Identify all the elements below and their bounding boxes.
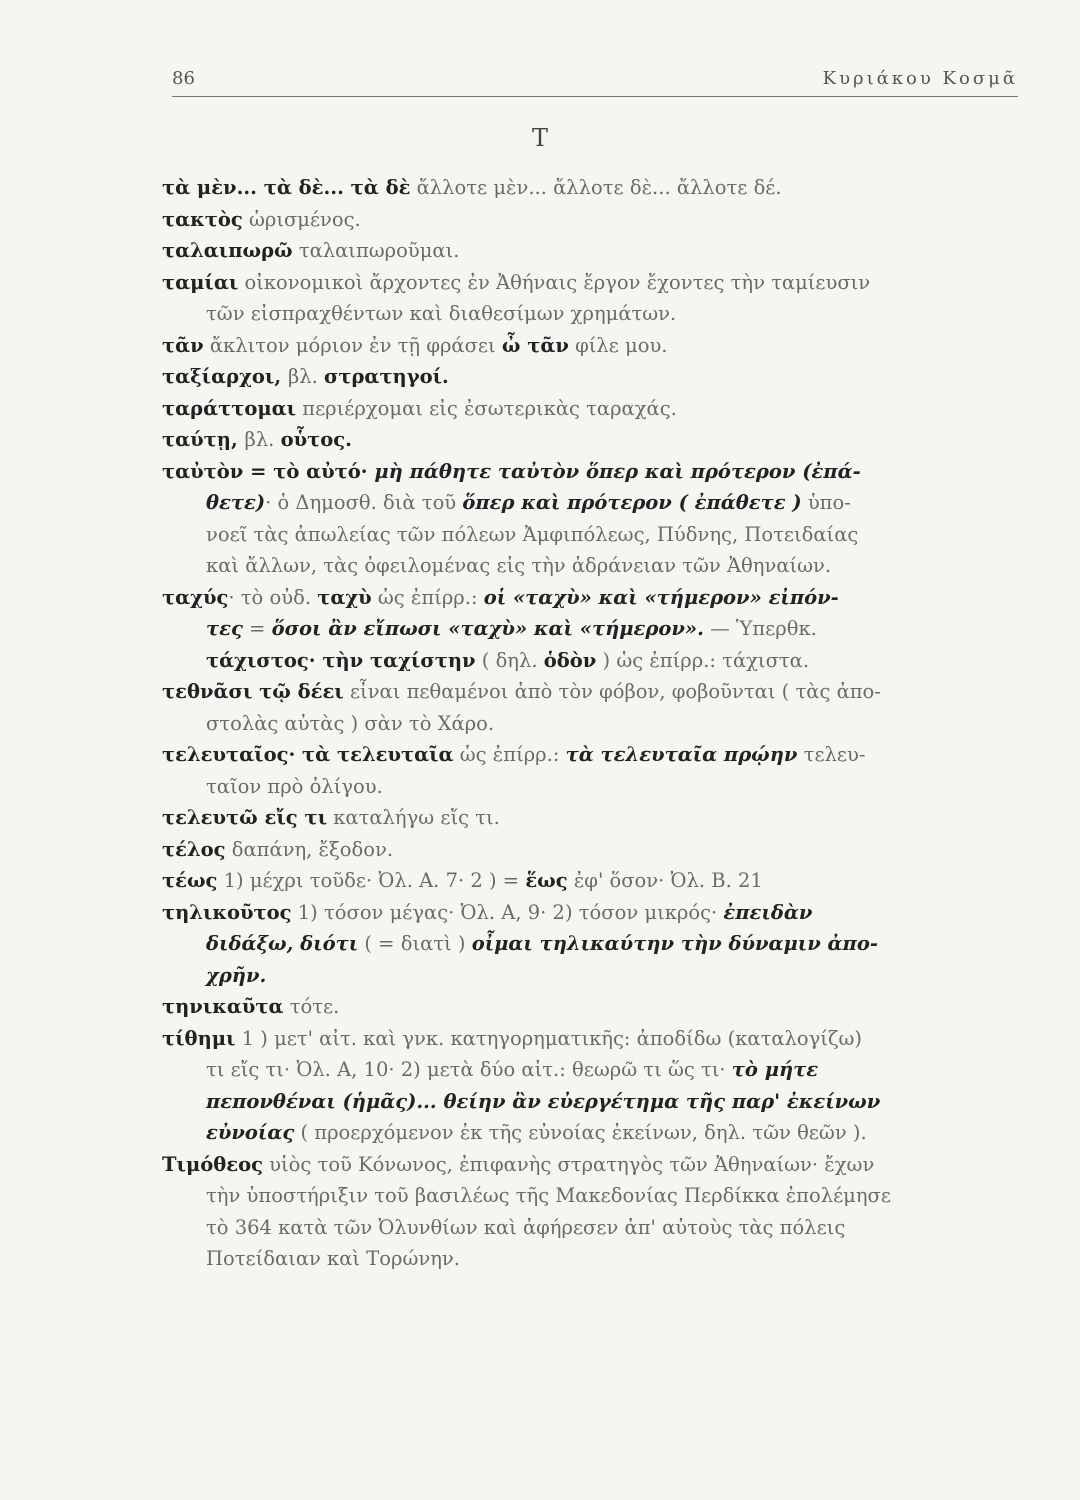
headword-text: οὗτος.	[280, 428, 352, 451]
glossary-entry	[162, 676, 1022, 739]
headword-text: τέως	[162, 869, 218, 892]
entry-line	[162, 1054, 1022, 1086]
entry-line	[162, 393, 1022, 425]
definition-text: ὑπο-	[801, 491, 851, 514]
headword-text: ἐπειδὰν	[723, 900, 813, 924]
definition-text: 1) τόσον μέγας· Ὀλ. Α, 9· 2) τόσον μικρός·	[291, 900, 724, 924]
headword-text: τηλικοῦτος	[162, 900, 292, 924]
glossary-entry	[162, 645, 1022, 677]
headword-text: τὸ μήτε	[731, 1058, 819, 1081]
definition-text: ὡς ἐπίρρ.:	[453, 743, 566, 766]
glossary-entry	[162, 424, 1022, 456]
entry-line	[162, 928, 1022, 960]
header-rule	[172, 96, 1018, 97]
headword-text: ὅσοι ἂν εἴπωσι «ταχὺ» καὶ «τήμερον».	[271, 617, 704, 640]
definition-text: 1) μέχρι τοῦδε· Ὀλ. Α. 7· 2 ) =	[217, 869, 526, 892]
entry-line	[206, 645, 1022, 677]
glossary-entry	[162, 897, 1022, 992]
section-letter: Τ	[531, 124, 548, 152]
entry-line	[162, 1023, 1022, 1055]
entry-line	[162, 298, 1022, 330]
headword-text: τηνικαῦτα	[162, 995, 284, 1018]
entry-line	[162, 519, 1022, 551]
definition-text: καὶ ἄλλων, τὰς ὀφειλομένας εἰς τὴν ἀδράνειαν τῶν Ἀθηναίων.	[206, 554, 832, 577]
glossary-entry	[162, 361, 1022, 393]
glossary-entry	[162, 834, 1022, 866]
definition-text: =	[242, 617, 272, 640]
headword-text: στρατηγοί.	[323, 365, 449, 388]
definition-text: ἄλλοτε μὲν... ἄλλοτε δὲ... ἄλλοτε δέ.	[410, 176, 782, 199]
headword-text: ὅπερ καὶ πρότερον ( ἐπάθετε )	[462, 491, 802, 514]
definition-text: · τὸ οὐδ.	[228, 585, 318, 609]
definition-text: ( = διατὶ )	[358, 932, 472, 955]
definition-text: τι εἴς τι· Ὀλ. Α, 10· 2) μετὰ δύο αἰτ.: θεωρῶ τι ὥς τι·	[206, 1058, 732, 1081]
entry-line	[162, 361, 1022, 393]
headword-text: οἱ «ταχὺ» καὶ «τήμερον» εἰπόν-	[483, 585, 839, 609]
glossary-entry	[162, 991, 1022, 1023]
definition-text: ( προερχόμενον ἐκ τῆς εὐνοίας ἐκείνων, δηλ. τῶν θεῶν ).	[294, 1121, 867, 1144]
headword-text: χρῆν.	[206, 963, 267, 987]
definition-text: 1 ) μετ' αἰτ. καὶ γνκ. κατηγορηματικῆς: ἀποδίδω (καταλογίζω)	[235, 1026, 863, 1050]
definition-text: — Ὑπερθκ.	[703, 617, 817, 640]
headword-text: ταχὺ	[317, 585, 372, 609]
headword-text: εὐνοίας	[206, 1121, 295, 1144]
glossary-entry	[162, 330, 1022, 362]
definition-text: · ὁ Δημοσθ. διὰ τοῦ	[265, 491, 463, 514]
entry-line	[162, 235, 1022, 267]
headword-text: ταὐτὸν = τὸ αὐτό·	[162, 459, 375, 483]
definition-text: βλ.	[244, 428, 281, 451]
glossary-entry	[162, 267, 1022, 330]
glossary-entry	[162, 802, 1022, 834]
definition-text: ὡρισμένος.	[242, 207, 361, 231]
page-number: 86	[172, 68, 195, 89]
entry-line	[162, 487, 1022, 519]
definition-text: ταλαιπωροῦμαι.	[292, 239, 460, 262]
definition-text: ἐφ' ὅσον· Ὀλ. Β. 21	[567, 869, 763, 892]
glossary-entry	[162, 1023, 1022, 1149]
entry-line	[162, 771, 1022, 803]
glossary-entry	[162, 456, 1022, 582]
running-title: Κυριάκου Κοσμᾶ	[822, 68, 1018, 89]
entry-line	[162, 676, 1022, 708]
entry-line	[162, 1086, 1022, 1118]
entry-line	[162, 330, 1022, 362]
definition-text: υἱὸς τοῦ Κόνωνος, ἐπιφανὴς στρατηγὸς τῶν Ἀθηναίων· ἔχων	[262, 1152, 875, 1176]
headword-text: ταχύς	[162, 585, 229, 609]
headword-text: ταύτῃ,	[162, 428, 245, 451]
glossary-entry	[162, 1149, 1022, 1275]
definition-text: δαπάνη, ἔξοδον.	[225, 837, 394, 861]
entry-line	[162, 739, 1022, 771]
glossary-entry	[162, 739, 1022, 802]
glossary-entry	[162, 235, 1022, 267]
entry-line	[162, 550, 1022, 582]
glossary-entry	[162, 865, 1022, 897]
entry-line	[162, 613, 1022, 645]
headword-text: μὴ πάθητε ταὐτὸν ὅπερ καὶ πρότερον (ἐπά-	[374, 459, 861, 483]
definition-text: τὸ 364 κατὰ τῶν Ὀλυνθίων καὶ ἀφήρεσεν ἀπ' αὐτοὺς τὰς πόλεις	[206, 1215, 846, 1239]
glossary-entry	[162, 393, 1022, 425]
definition-text: νοεῖ τὰς ἀπωλείας τῶν πόλεων Ἀμφιπόλεως, Πύδνης, Ποτειδαίας	[206, 522, 859, 546]
entry-line	[162, 456, 1022, 488]
glossary-entry	[162, 582, 1022, 645]
entry-line	[162, 424, 1022, 456]
definition-text: τότε.	[283, 995, 340, 1018]
entry-line	[162, 1180, 1022, 1212]
definition-text: φίλε μου.	[568, 333, 668, 357]
definition-text: τῶν εἰσπραχθέντων καὶ διαθεσίμων χρημάτων.	[206, 302, 677, 325]
entry-line	[162, 960, 1022, 992]
headword-text: τάχιστος· τὴν ταχίστην	[206, 648, 476, 672]
page-header	[172, 68, 1018, 89]
headword-text: Τιμόθεος	[162, 1152, 263, 1176]
headword-text: ὦ τᾶν	[501, 333, 569, 357]
definition-text: βλ.	[287, 365, 324, 388]
definition-text: καταλήγω εἴς τι.	[327, 806, 500, 829]
definition-text: στολὰς αὐτὰς ) σὰν τὸ Χάρο.	[206, 711, 495, 735]
headword-text: τες	[206, 617, 243, 640]
entry-line	[162, 267, 1022, 299]
entry-line	[162, 834, 1022, 866]
definition-text: περιέρχομαι εἰς ἐσωτερικὰς ταραχάς.	[296, 396, 677, 420]
definition-text: ( δηλ.	[475, 648, 544, 672]
definition-text: ταῖον πρὸ ὀλίγου.	[206, 774, 383, 798]
headword-text: τέλος	[162, 837, 226, 861]
entry-line	[162, 1243, 1022, 1275]
headword-text: θετε)	[206, 491, 266, 514]
definition-text: ) ὡς ἐπίρρ.: τάχιστα.	[596, 648, 810, 672]
headword-text: πεπονθέναι (ἡμᾶς)... θείην ἂν εὐεργέτημα τῆς παρ' ἐκείνων	[206, 1089, 881, 1113]
glossary-entry	[162, 172, 1022, 204]
definition-text: ὡς ἐπίρρ.:	[371, 585, 484, 609]
glossary-entry	[162, 204, 1022, 236]
headword-text: τακτὸς	[162, 207, 243, 231]
headword-text: τᾶν	[162, 333, 204, 357]
entry-line	[162, 897, 1022, 929]
entry-line	[162, 865, 1022, 897]
entry-line	[162, 204, 1022, 236]
definition-text: τελευ-	[797, 743, 866, 766]
entry-line	[162, 991, 1022, 1023]
entry-line	[162, 1212, 1022, 1244]
headword-text: ταλαιπωρῶ	[162, 239, 293, 262]
definition-text: οἰκονομικοὶ ἄρχοντες ἐν Ἀθήναις ἔργον ἔχοντες τὴν ταμίευσιν	[238, 270, 871, 294]
entry-line	[162, 802, 1022, 834]
headword-text: ταμίαι	[162, 270, 239, 294]
definition-text: εἶναι πεθαμένοι ἀπὸ τὸν φόβον, φοβοῦνται ( τὰς ἀπο-	[343, 680, 881, 703]
headword-text: διδάξω, διότι	[206, 932, 359, 955]
headword-text: ταράττομαι	[162, 396, 297, 420]
entry-line	[162, 708, 1022, 740]
entry-line	[162, 582, 1022, 614]
headword-text: τὰ μὲν... τὰ δὲ... τὰ δὲ	[162, 176, 411, 199]
headword-text: τεθνᾶσι τῷ δέει	[162, 680, 344, 703]
headword-text: ταξίαρχοι,	[162, 365, 288, 388]
headword-text: τελευταῖος· τὰ τελευταῖα	[162, 743, 454, 766]
definition-text: ἄκλιτον μόριον ἐν τῇ φράσει	[203, 333, 502, 357]
headword-text: ὁδὸν	[543, 648, 597, 672]
headword-text: ἕως	[525, 869, 568, 892]
headword-text: τίθημι	[162, 1026, 236, 1050]
entry-line	[162, 1149, 1022, 1181]
definition-text: Ποτείδαιαν καὶ Τορώνην.	[206, 1247, 460, 1270]
entry-line	[162, 1117, 1022, 1149]
entry-line	[162, 172, 1022, 204]
definition-text: τὴν ὑποστήριξιν τοῦ βασιλέως τῆς Μακεδονίας Περδίκκα ἐπολέμησε	[206, 1184, 891, 1207]
headword-text: τελευτῶ εἴς τι	[162, 806, 328, 829]
headword-text: οἶμαι τηλικαύτην τὴν δύναμιν ἀπο-	[471, 932, 878, 955]
headword-text: τὰ τελευταῖα πρῴην	[565, 743, 798, 766]
glossary-entries	[162, 172, 1022, 1275]
